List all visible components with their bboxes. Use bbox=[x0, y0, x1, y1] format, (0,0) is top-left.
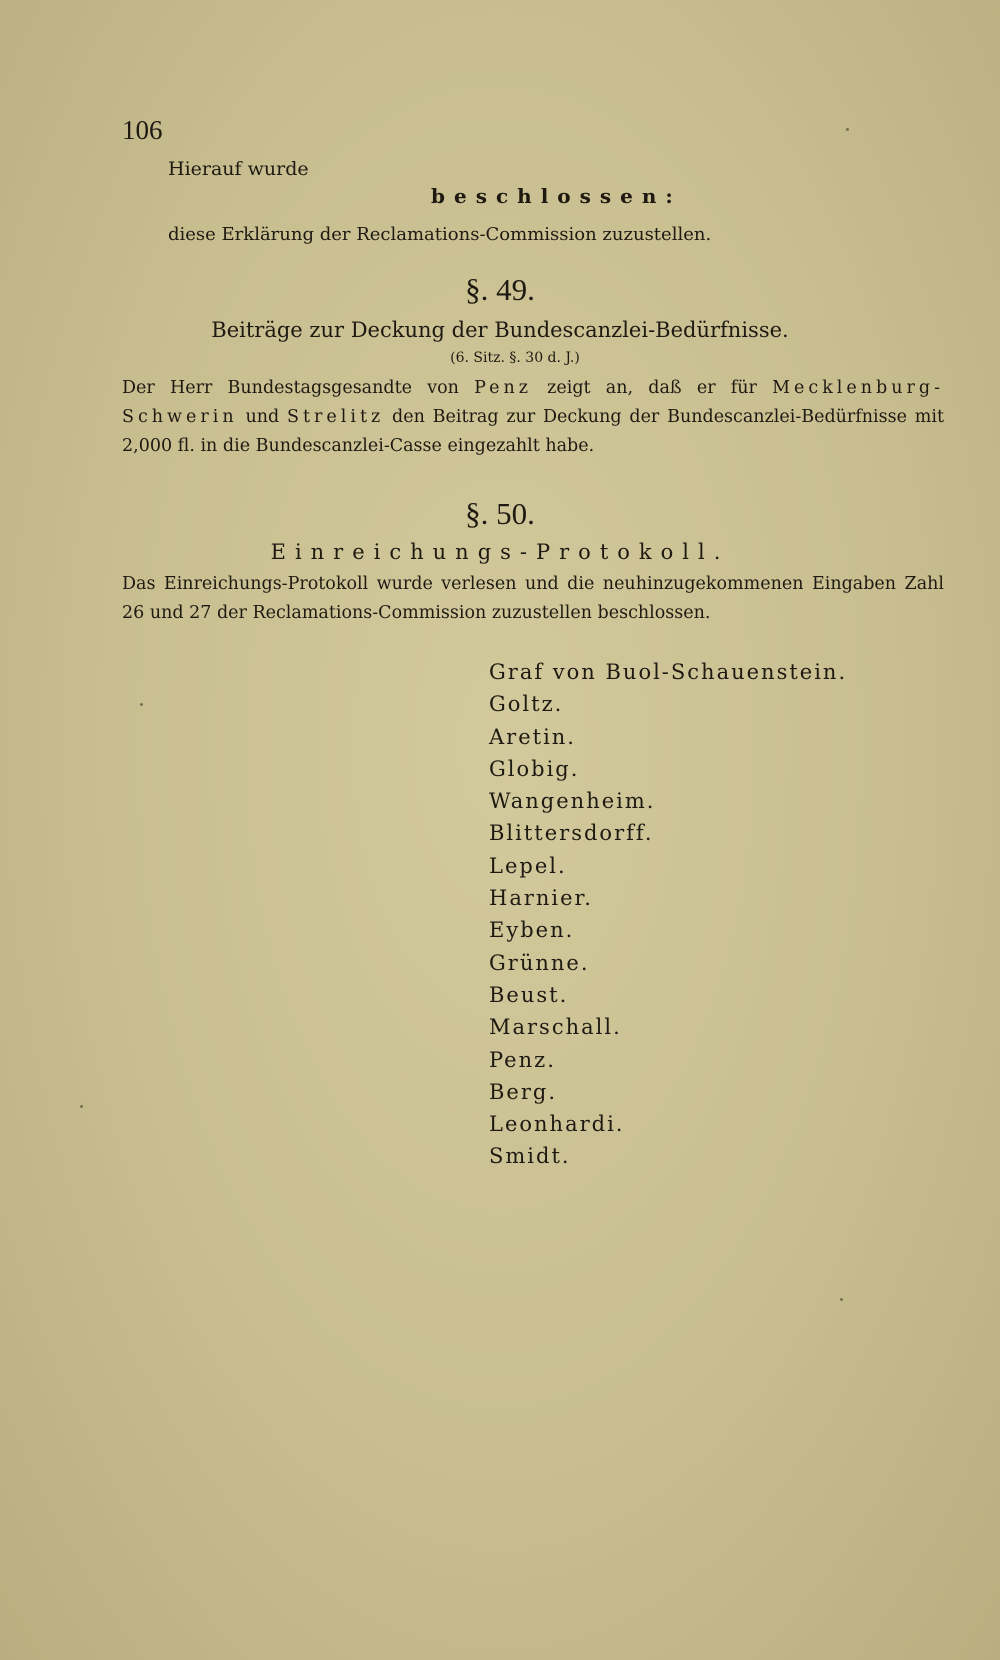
signatory-name: Lepel. bbox=[489, 853, 567, 878]
signatory-name: Marschall. bbox=[489, 1015, 622, 1040]
resolved-heading: beschlossen: bbox=[431, 184, 682, 208]
signatory-name: Goltz. bbox=[489, 692, 564, 717]
intro-line: Hierauf wurde bbox=[168, 158, 309, 180]
body-text: zeigt an, daß er für bbox=[531, 378, 773, 398]
section-49-reference: (6. Sitz. §. 30 d. J.) bbox=[450, 350, 580, 366]
signatory-name: Aretin. bbox=[489, 724, 576, 749]
page-number: 106 bbox=[122, 115, 163, 145]
state-name: Strelitz bbox=[287, 407, 385, 427]
paper-speck bbox=[140, 703, 143, 706]
signatory-name: Grünne. bbox=[489, 950, 590, 975]
signatory-name: Graf von Buol-Schauenstein. bbox=[489, 660, 848, 684]
paper-speck bbox=[80, 1105, 83, 1108]
section-50-title: Einreichungs-Protokoll. bbox=[270, 540, 730, 564]
signatory-name: Smidt. bbox=[489, 1144, 571, 1169]
body-text: und bbox=[237, 407, 288, 427]
state-name: Mecklenburg-Schwerin bbox=[122, 378, 944, 427]
body-text: den Beitrag zur Deckung der Bundescanzlei-Bedürfnisse mit 2,000 fl. in die Bundescanzlei-Casse eingezahlt habe. bbox=[122, 407, 944, 456]
signatory-name: Harnier. bbox=[489, 886, 593, 911]
signatory-list bbox=[489, 656, 847, 1173]
signatory-name: Wangenheim. bbox=[489, 789, 656, 814]
section-50-number: §. 50. bbox=[465, 496, 535, 531]
signatory-name: Berg. bbox=[489, 1079, 558, 1104]
signatory-name: Leonhardi. bbox=[489, 1112, 625, 1137]
section-49-body bbox=[122, 374, 944, 461]
resolution-line: diese Erklärung der Reclamations-Commission zuzustellen. bbox=[168, 224, 712, 245]
envoy-name: Penz bbox=[474, 378, 532, 398]
signatory-name: Blittersdorff. bbox=[489, 821, 654, 846]
section-50-body: Das Einreichungs-Protokoll wurde verlesen und die neuhinzugekommenen Eingaben Zahl 26 und 27 der Reclamations-Commission zuzustellen beschlossen. bbox=[122, 574, 944, 623]
signatory-name: Globig. bbox=[489, 756, 580, 781]
paper-speck bbox=[840, 1298, 843, 1301]
section-49-number: §. 49. bbox=[465, 272, 535, 307]
signatory-name: Eyben. bbox=[489, 918, 575, 943]
signatory-name: Beust. bbox=[489, 982, 569, 1007]
signatory-name: Penz. bbox=[489, 1047, 556, 1072]
section-49-title: Beiträge zur Deckung der Bundescanzlei-Bedürfnisse. bbox=[211, 318, 789, 342]
body-text: Der Herr Bundestagsgesandte von bbox=[122, 378, 475, 398]
paper-speck bbox=[846, 128, 849, 131]
